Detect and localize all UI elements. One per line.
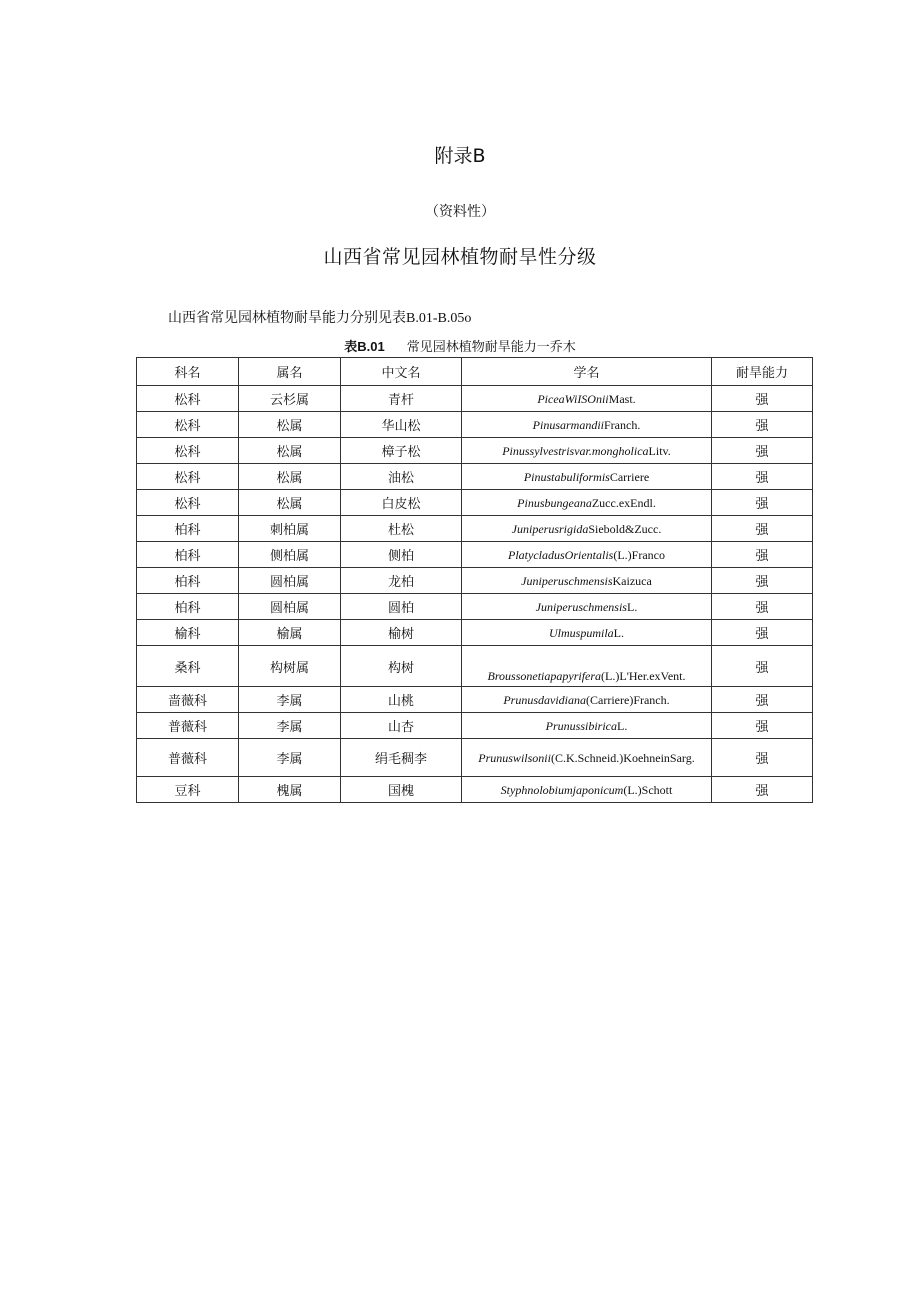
cell-scientific-name xyxy=(462,687,712,713)
cell-drought-tolerance: 强 xyxy=(712,713,813,739)
author-citation: Kaizuca xyxy=(612,573,652,588)
author-citation: Franch. xyxy=(604,417,641,432)
cell-scientific-name xyxy=(462,568,712,594)
cell-genus: 李属 xyxy=(239,713,341,739)
cell-drought-tolerance: 强 xyxy=(712,777,813,803)
cell-family: 柏科 xyxy=(137,594,239,620)
cell-drought-tolerance: 强 xyxy=(712,386,813,412)
cell-family: 松科 xyxy=(137,490,239,516)
author-citation: Zucc.exEndl. xyxy=(591,495,656,510)
cell-drought-tolerance: 强 xyxy=(712,542,813,568)
cell-drought-tolerance: 强 xyxy=(712,687,813,713)
cell-genus: 松属 xyxy=(239,464,341,490)
intro-paragraph xyxy=(168,307,471,327)
author-citation: L. xyxy=(613,625,624,640)
cell-drought-tolerance: 强 xyxy=(712,516,813,542)
drought-tolerance-table xyxy=(136,357,813,803)
cell-genus: 云杉属 xyxy=(239,386,341,412)
cell-chinese-name: 山桃 xyxy=(341,687,462,713)
table-row xyxy=(137,412,813,438)
author-citation: Siebold&Zucc. xyxy=(588,521,662,536)
author-citation: (C.K.Schneid.)KoehneinSarg. xyxy=(550,750,695,765)
table-row xyxy=(137,438,813,464)
cell-family: 豆科 xyxy=(137,777,239,803)
cell-scientific-name xyxy=(462,713,712,739)
table-row xyxy=(137,620,813,646)
cell-family: 松科 xyxy=(137,438,239,464)
table-row xyxy=(137,568,813,594)
cell-family: 松科 xyxy=(137,386,239,412)
cell-genus: 李属 xyxy=(239,687,341,713)
cell-family: 柏科 xyxy=(137,516,239,542)
cell-chinese-name: 国槐 xyxy=(341,777,462,803)
appendix-nature: （资料性） xyxy=(425,204,495,220)
cell-chinese-name: 侧柏 xyxy=(341,542,462,568)
cell-scientific-name xyxy=(462,490,712,516)
appendix-title: 附录B xyxy=(434,145,486,167)
cell-scientific-name xyxy=(462,777,712,803)
header-chinese-name: 中文名 xyxy=(341,358,462,386)
cell-chinese-name: 樟子松 xyxy=(341,438,462,464)
cell-family: 松科 xyxy=(137,412,239,438)
cell-drought-tolerance: 强 xyxy=(712,464,813,490)
binomial-name: Juniperuschmensis xyxy=(521,573,613,588)
author-citation: Carriere xyxy=(609,469,650,484)
author-citation: L. xyxy=(617,718,628,733)
binomial-name: Prunussibirica xyxy=(545,718,617,733)
cell-chinese-name: 白皮松 xyxy=(341,490,462,516)
binomial-name: Broussonetiapapyrifera xyxy=(487,669,602,683)
table-row xyxy=(137,542,813,568)
cell-drought-tolerance: 强 xyxy=(712,412,813,438)
author-citation: Mast. xyxy=(608,391,636,406)
header-genus: 属名 xyxy=(239,358,341,386)
cell-chinese-name: 杜松 xyxy=(341,516,462,542)
binomial-name: Prunuswilsonii xyxy=(478,750,551,765)
cell-chinese-name: 油松 xyxy=(341,464,462,490)
header-scientific-name: 学名 xyxy=(462,358,712,386)
cell-chinese-name: 青杆 xyxy=(341,386,462,412)
cell-chinese-name: 龙柏 xyxy=(341,568,462,594)
author-citation: (Carriere)Franch. xyxy=(586,692,670,707)
cell-genus: 松属 xyxy=(239,490,341,516)
table-caption-title: 常见园林植物耐旱能力一乔木 xyxy=(406,340,576,355)
author-citation: (L.)Franco xyxy=(613,547,665,562)
cell-drought-tolerance: 强 xyxy=(712,646,813,687)
cell-chinese-name: 榆树 xyxy=(341,620,462,646)
table-row xyxy=(137,594,813,620)
cell-family: 桑科 xyxy=(137,646,239,687)
binomial-name: Pinusarmandii xyxy=(532,417,604,432)
author-citation: L. xyxy=(626,599,638,614)
cell-scientific-name xyxy=(462,386,712,412)
table-caption xyxy=(0,336,920,355)
binomial-name: Styphnolobiumjaponicum xyxy=(500,782,624,797)
cell-drought-tolerance: 强 xyxy=(712,490,813,516)
author-citation: (L.)Schott xyxy=(623,782,673,797)
cell-scientific-name xyxy=(462,542,712,568)
binomial-name: Pinussylvestrisvar.mongholica xyxy=(502,443,649,458)
author-citation: (L.)L'Her.exVent. xyxy=(601,669,686,683)
binomial-name: Juniperusrigida xyxy=(511,521,589,536)
header-drought-tolerance: 耐旱能力 xyxy=(712,358,813,386)
cell-chinese-name: 圆柏 xyxy=(341,594,462,620)
table-row xyxy=(137,386,813,412)
binomial-name: Juniperuschmensis xyxy=(535,599,627,614)
cell-chinese-name: 山杏 xyxy=(341,713,462,739)
table-number: 表B.01 xyxy=(344,339,385,354)
binomial-name: Pinusbungeana xyxy=(517,495,592,510)
binomial-name: Pinustabuliformis xyxy=(523,469,610,484)
cell-family: 榆科 xyxy=(137,620,239,646)
cell-family: 普薇科 xyxy=(137,739,239,777)
cell-family: 啬薇科 xyxy=(137,687,239,713)
cell-scientific-name xyxy=(462,739,712,777)
table-row xyxy=(137,777,813,803)
cell-scientific-name xyxy=(462,594,712,620)
table-row xyxy=(137,687,813,713)
cell-drought-tolerance: 强 xyxy=(712,438,813,464)
cell-genus: 松属 xyxy=(239,438,341,464)
cell-family: 松科 xyxy=(137,464,239,490)
table-header-row xyxy=(137,358,813,386)
table-row xyxy=(137,646,813,687)
cell-genus: 松属 xyxy=(239,412,341,438)
binomial-name: Ulmuspumila xyxy=(548,625,614,640)
cell-genus: 圆柏属 xyxy=(239,594,341,620)
cell-chinese-name: 华山松 xyxy=(341,412,462,438)
cell-drought-tolerance: 强 xyxy=(712,620,813,646)
table-row xyxy=(137,713,813,739)
cell-genus: 榆属 xyxy=(239,620,341,646)
cell-drought-tolerance: 强 xyxy=(712,739,813,777)
author-citation: Litv. xyxy=(648,443,671,458)
table-row xyxy=(137,516,813,542)
cell-genus: 槐属 xyxy=(239,777,341,803)
cell-family: 柏科 xyxy=(137,542,239,568)
cell-scientific-name xyxy=(462,516,712,542)
binomial-name: Prunusdavidiana xyxy=(503,692,587,707)
cell-scientific-name xyxy=(462,438,712,464)
cell-genus: 圆柏属 xyxy=(239,568,341,594)
table-body xyxy=(137,386,813,803)
page-title: 山西省常见园林植物耐旱性分级 xyxy=(323,246,597,268)
header-family: 科名 xyxy=(137,358,239,386)
cell-family: 柏科 xyxy=(137,568,239,594)
cell-genus: 构树属 xyxy=(239,646,341,687)
cell-drought-tolerance: 强 xyxy=(712,568,813,594)
binomial-name: PiceaWiISOnii xyxy=(537,391,609,406)
table-row xyxy=(137,739,813,777)
cell-genus: 侧柏属 xyxy=(239,542,341,568)
cell-scientific-name xyxy=(462,464,712,490)
cell-scientific-name xyxy=(462,412,712,438)
cell-genus: 李属 xyxy=(239,739,341,777)
cell-chinese-name: 绢毛稠李 xyxy=(341,739,462,777)
cell-chinese-name: 构树 xyxy=(341,646,462,687)
cell-drought-tolerance: 强 xyxy=(712,594,813,620)
cell-scientific-name xyxy=(462,620,712,646)
cell-genus: 刺柏属 xyxy=(239,516,341,542)
intro-table-ref: B.01-B.05o xyxy=(406,311,472,326)
binomial-name: PlatycladusOrientalis xyxy=(508,547,614,562)
intro-text: 山西省常见园林植物耐旱能力分别见表 xyxy=(168,310,406,326)
table-row xyxy=(137,464,813,490)
cell-scientific-name xyxy=(462,646,712,687)
table-row xyxy=(137,490,813,516)
cell-family: 普薇科 xyxy=(137,713,239,739)
